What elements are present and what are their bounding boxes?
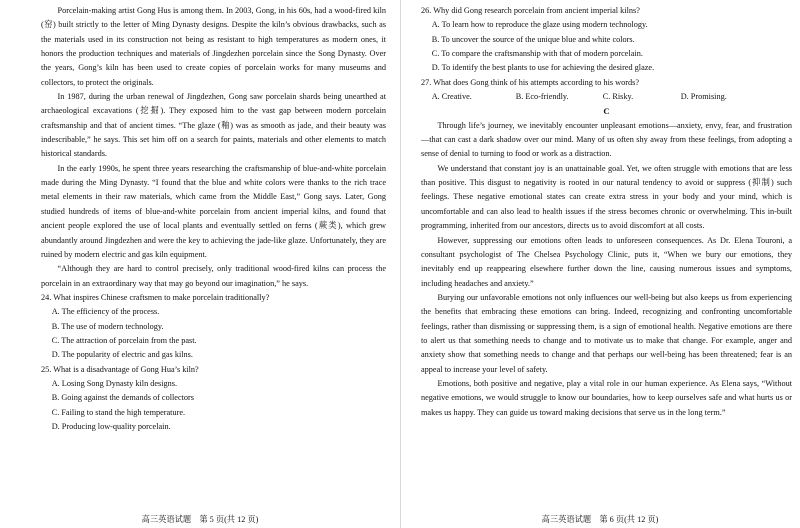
page-footer-6: 高三英语试题 第 6 页(共 12 页) — [541, 515, 659, 524]
passage-b-paragraph-2: In 1987, during the urban renewal of Jingdezhen, Gong saw porcelain shards being unearthed at archaeological excavations (挖掘). They exposed him to the vast gap between modern porcelain craftsmanship and that of ancient times. “The glaze (釉) was as smooth as jade, and their beauty was indescribable,” he says. This set him off on a search for paints, materials and other elements to match historical standards. — [41, 92, 386, 159]
section-heading-c: C — [603, 106, 610, 117]
question-27-stem: 27. What does Gong think of his attempts according to his words? — [421, 77, 639, 87]
question-25-option-a: A. Losing Song Dynasty kiln designs. — [51, 378, 178, 388]
question-25-option-b: B. Going against the demands of collectors — [51, 393, 194, 403]
page-6 — [400, 0, 800, 528]
question-26 — [421, 4, 792, 76]
question-27-option-b: B. Eco-friendly. — [515, 92, 569, 102]
question-24-option-b: B. The use of modern technology. — [51, 321, 164, 331]
question-25-option-d: D. Producing low-quality porcelain. — [51, 421, 171, 431]
passage-c-paragraph-1: Through life’s journey, we inevitably encounter unpleasant emotions—anxiety, envy, fear, and frustration—that can cast a dark shadow over our mind. Many of us often shy away from these feelings, from adopting a sense of denial to turning to food or work as a distraction. — [421, 120, 792, 159]
question-24-option-c: C. The attraction of porcelain from the past. — [51, 335, 197, 345]
passage-b-paragraph-1: Porcelain-making artist Gong Hus is among them. In 2003, Gong, in his 60s, had a wood-fired kiln (窑) built strictly to the letter of Ming Dynasty designs. Despite the kiln’s obvious drawbacks, such as the materials used in its construction not being as resistant to high temperatures as modern ones, it honors the production techniques and materials of Jingdezhen porcelain since the Song Dynasty. Over the years, Gong’s kiln has been used to create copies of porcelain works for many museums and collectors, to protect the originals. — [41, 6, 386, 87]
question-25-stem: 25. What is a disadvantage of Gong Hua’s kiln? — [41, 364, 199, 374]
passage-b-paragraph-3: In the early 1990s, he spent three years researching the craftsmanship of blue-and-white porcelain made during the Ming Dynasty. “I found that the blue and white colors were thanks to the rich trace metal elements in their raw materials, which came from the Middle East,” Gong says. Later, Gong studied hundreds of items of blue-and-white porcelain from ancient imperial kilns, and found that ancient people explored the use of local plants and eventually settled on ferns (蕨类), which grew abundantly around Jingdezhen and were the key to achieving the jade-like glaze. Unfortunately, they are ruined by modern electric and gas kiln equipment. — [41, 163, 386, 259]
question-27-option-c: C. Risky. — [602, 92, 634, 102]
question-26-option-b: B. To uncover the source of the unique blue and white colors. — [431, 34, 635, 44]
question-24-option-a: A. The efficiency of the process. — [51, 307, 160, 317]
question-24 — [41, 291, 386, 363]
question-24-stem: 24. What inspires Chinese craftsmen to make porcelain traditionally? — [41, 292, 270, 302]
question-26-option-a: A. To learn how to reproduce the glaze using modern technology. — [431, 20, 648, 30]
passage-c-paragraph-3: However, suppressing our emotions often leads to unforeseen consequences. As Dr. Elena Touroni, a consultant psychologist of The Chelsea Psychology Clinic, puts it, “When we bury our emotions, they inevitably end up reappearing elsewhere further down the line, causing numerous issues and symptoms, including headaches and anxiety.” — [421, 235, 792, 288]
question-25 — [41, 363, 386, 435]
question-27 — [421, 76, 792, 105]
question-26-stem: 26. Why did Gong research porcelain from ancient imperial kilns? — [421, 6, 640, 15]
question-25-option-c: C. Failing to stand the high temperature. — [51, 407, 186, 417]
question-27-option-a: A. Creative. — [431, 92, 472, 102]
question-27-option-d: D. Promising. — [680, 92, 727, 102]
passage-c-paragraph-2: We understand that constant joy is an unattainable goal. Yet, we often struggle with emotions that are less than positive. This disgust to negativity is rooted in our natural tendency to avoid or suppress (抑制) such feelings. These negative emotional states can create extra stress in your body and your mind, which is uncomfortable and can also lead to health issues if the stress becomes chronic or overwhelming. This in-built programming, inherited from our ancestors, directs us to avoid discomfort at all costs. — [421, 163, 792, 231]
page-footer-5: 高三英语试题 第 5 页(共 12 页) — [141, 515, 259, 524]
passage-c-paragraph-4: Burying our unfavorable emotions not only influences our well-being but also keeps us from experiencing the benefits that embracing these emotions can bring. Indeed, recognizing and confronting uncomfortable feelings, rather than dismissing or suppressing them, is a sign of emotional health. Negative emotions are there to alert us that something needs to change and to motivate us to make that change. For example, anger and anxiety show that something needs to change and that perhaps our well-being has been threatened; fear is an appeal to increase your level of safety. — [421, 292, 792, 374]
passage-c-paragraph-5: Emotions, both positive and negative, play a vital role in our human experience. As Elena says, “Without negative emotions, we would struggle to know our boundaries, how to keep ourselves safe and what hurts us or makes us happy. They can guide us toward making decisions that serve us in the long term.” — [421, 378, 792, 417]
passage-b-paragraph-4: “Although they are hard to control precisely, only traditional wood-fired kilns can process the porcelain in an extraordinary way that may go beyond our imagination,” he says. — [41, 264, 386, 288]
question-26-option-c: C. To compare the craftsmanship with that of modern porcelain. — [431, 49, 643, 59]
question-24-option-d: D. The popularity of electric and gas kilns. — [51, 350, 193, 360]
question-26-option-d: D. To identify the best plants to use for achieving the desired glaze. — [431, 63, 655, 73]
question-27-options — [421, 90, 792, 104]
